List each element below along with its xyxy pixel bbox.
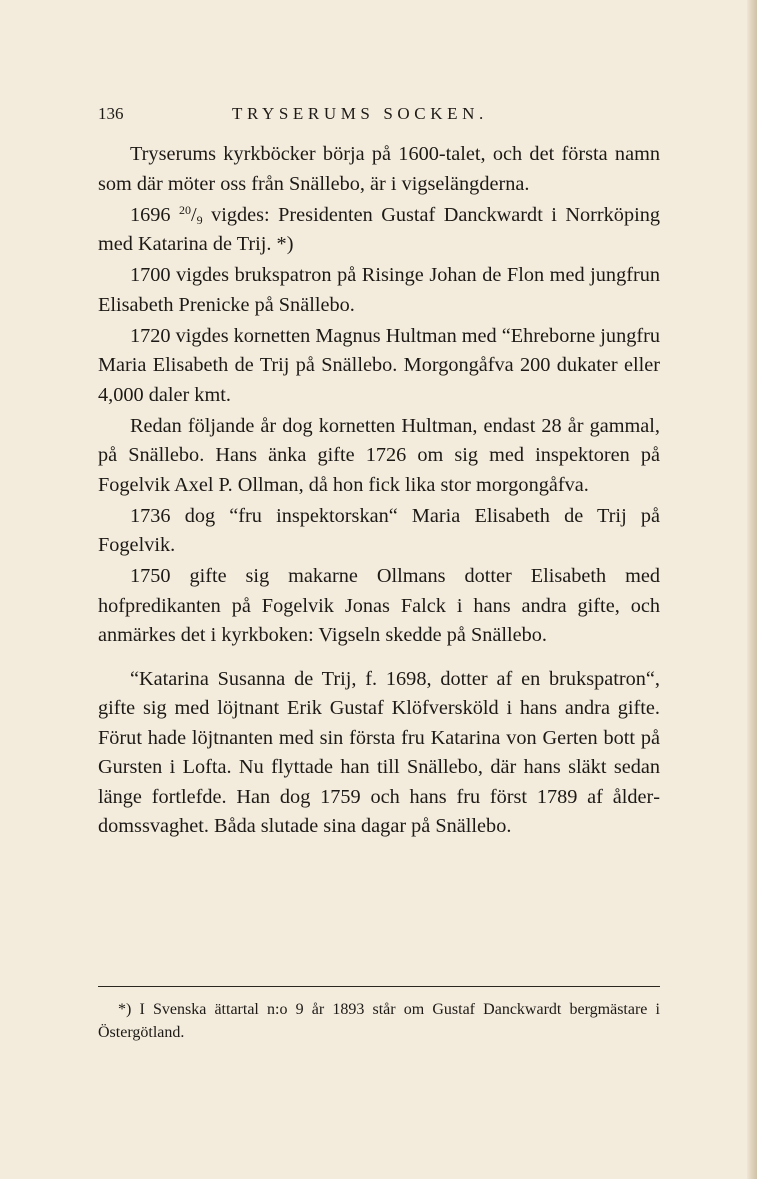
paragraph-1696-wedding	[98, 201, 660, 260]
date-month: 9	[196, 212, 203, 227]
paragraph-1696-text: vigdes: Presidenten Gustaf Danckwardt i Norrköping med Katarina de Trij. *)	[98, 203, 660, 255]
paragraph-1720-wedding: 1720 vigdes kornetten Magnus Hultman med “Ehreborne jungfru Maria Elisabeth de Trij på Snällebo. Morgongåfva 200 dukater eller 4,000 daler kmt.	[98, 324, 661, 406]
footnote: *) I Svenska ättartal n:o 9 år 1893 står om Gustaf Danckwardt bergmästare i Östergötland.	[98, 1001, 660, 1041]
page-header	[98, 104, 660, 130]
paragraph-1736-death: 1736 dog “fru inspektorskan“ Maria Elisabeth de Trij på Fogelvik.	[98, 504, 660, 556]
running-title: TRYSERUMS SOCKEN.	[232, 104, 488, 123]
paragraph-parish-records: Tryserums kyrkböcker börja på 1600-talet, och det första namn som där möter oss från Snällebo, är i vigselängderna.	[98, 143, 660, 195]
page-edge	[747, 0, 757, 1179]
year-1696: 1696	[130, 203, 180, 226]
footnote-rule	[98, 986, 660, 987]
paragraph-katarina-susanna: “Katarina Susanna de Trij, f. 1698, dotter af en brukspatron“, gifte sig med löjtnant Erik Gustaf Klöfversköld i hans andra gifte. Förut hade löjtnanten med sin första fru Katarina von Gerten bott på Gursten i Lofta. Nu flyttade han till Snällebo, där hans släkt sedan länge fortlefde. Han dog 1759 och hans fru först 1789 af ålderdomssvaghet. Båda slutade sina dagar på Snällebo.	[98, 667, 660, 837]
paragraph-hultman-death: Redan följande år dog kornetten Hultman, endast 28 år gammal, på Snällebo. Hans änka gifte 1726 om sig med inspektoren på Fogelvik Axel P. Ollman, då hon fick lika stor morgongåfva.	[98, 414, 660, 496]
paragraph-1700-wedding: 1700 vigdes brukspatron på Risinge Johan de Flon med jungfrun Elisabeth Prenicke på Snällebo.	[98, 264, 660, 316]
date-day: 20	[179, 202, 192, 217]
body-text	[98, 140, 660, 842]
date-slash: /	[191, 203, 197, 226]
paragraph-1750-wedding: 1750 gifte sig makarne Ollmans dotter Elisabeth med hofpredikanten på Fogelvik Jonas Falck i hans andra gifte, och anmärkes det i kyrkboken: Vigseln skedde på Snällebo.	[98, 565, 660, 646]
page-number: 136	[98, 104, 124, 123]
